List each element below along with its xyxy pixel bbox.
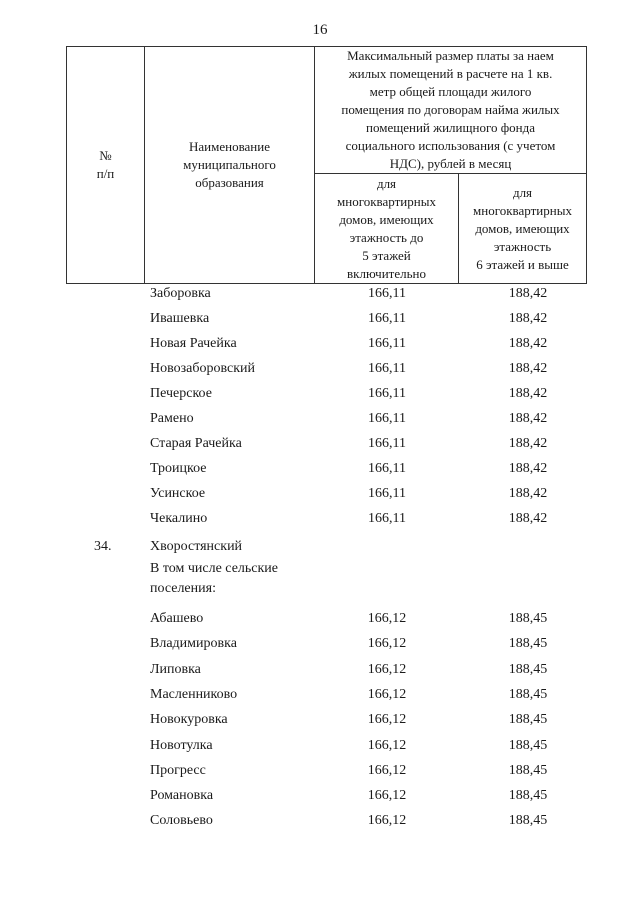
rate-6-floors-and-above: 188,42 — [508, 511, 548, 526]
table-row — [0, 434, 640, 454]
table-row — [0, 685, 640, 705]
rate-6-floors-and-above: 188,42 — [508, 461, 548, 476]
rate-6-floors-and-above: 188,42 — [508, 336, 548, 351]
table-row — [0, 359, 640, 379]
settlement-name: Ивашевка — [150, 311, 210, 326]
district-number: 34. — [94, 539, 112, 554]
rate-6-floors-and-above: 188,42 — [508, 386, 548, 401]
rate-6-floors-and-above: 188,45 — [508, 686, 548, 702]
rate-6-floors-and-above: 188,42 — [508, 411, 548, 426]
rate-up-to-5-floors: 166,11 — [368, 511, 406, 526]
rate-up-to-5-floors: 166,12 — [367, 762, 407, 778]
page-number: 16 — [312, 22, 328, 38]
rate-6-floors-and-above: 188,45 — [508, 712, 548, 728]
settlement-name: Заборовка — [150, 286, 211, 301]
rate-up-to-5-floors: 166,11 — [368, 386, 406, 401]
rate-6-floors-and-above: 188,42 — [508, 286, 548, 301]
rate-up-to-5-floors: 166,11 — [368, 336, 406, 351]
rate-6-floors-and-above: 188,45 — [508, 813, 548, 829]
rate-up-to-5-floors: 166,12 — [367, 611, 407, 626]
header-municipality: Наименование муниципального образования — [145, 47, 315, 284]
rate-6-floors-and-above: 188,45 — [508, 661, 548, 677]
rate-6-floors-and-above: 188,45 — [508, 636, 548, 652]
table-row — [0, 509, 640, 529]
rate-up-to-5-floors: 166,12 — [367, 636, 407, 652]
settlement-name: Рамено — [150, 411, 194, 426]
rate-6-floors-and-above: 188,42 — [508, 311, 548, 326]
settlement-name: Новозаборовский — [150, 361, 256, 376]
settlement-name: Прогресс — [150, 762, 206, 778]
rate-up-to-5-floors: 166,11 — [368, 311, 406, 326]
rate-up-to-5-floors: 166,12 — [367, 737, 407, 753]
rate-up-to-5-floors: 166,11 — [368, 286, 406, 301]
settlement-name: Масленниково — [150, 686, 238, 702]
header-number: № п/п — [67, 47, 145, 284]
rate-up-to-5-floors: 166,12 — [367, 686, 407, 702]
settlement-name: Старая Рачейка — [150, 436, 242, 451]
district-row — [0, 537, 640, 557]
table-row — [0, 384, 640, 404]
district-name: Хворостянский — [150, 539, 243, 554]
rate-up-to-5-floors: 166,11 — [368, 361, 406, 376]
rate-up-to-5-floors: 166,11 — [368, 436, 406, 451]
rate-up-to-5-floors: 166,12 — [367, 712, 407, 728]
settlement-name: Абашево — [150, 611, 204, 626]
rate-up-to-5-floors: 166,11 — [368, 461, 406, 476]
rate-up-to-5-floors: 166,12 — [367, 661, 407, 677]
rate-up-to-5-floors: 166,12 — [367, 788, 407, 804]
settlement-name: Печерское — [150, 386, 212, 401]
table-row — [0, 309, 640, 329]
rate-6-floors-and-above: 188,45 — [508, 762, 548, 778]
table-row — [0, 786, 640, 806]
table-row — [0, 334, 640, 354]
table-row — [0, 634, 640, 654]
settlement-name: Владимировка — [150, 636, 237, 652]
rate-6-floors-and-above: 188,45 — [508, 788, 548, 804]
header-up-to-5-floors: для многоквартирных домов, имеющих этажность до 5 этажей включительно — [315, 174, 459, 284]
rate-up-to-5-floors: 166,12 — [367, 813, 407, 829]
rate-6-floors-and-above: 188,45 — [508, 737, 548, 753]
table-header — [66, 46, 587, 284]
settlement-name: Новая Рачейка — [150, 336, 237, 351]
header-max-payment: Максимальный размер платы за наем жилых помещений в расчете на 1 кв. метр общей площади жилого помещения по договорам найма жилых помещений жилищного фонда социального использования (с учетом НДС), рублей в месяц — [315, 47, 587, 174]
rate-6-floors-and-above: 188,42 — [508, 436, 548, 451]
settlement-name: Липовка — [150, 661, 201, 677]
settlement-name: Соловьево — [150, 813, 213, 829]
table-row — [0, 736, 640, 756]
settlement-name: Новотулка — [150, 737, 213, 753]
rate-6-floors-and-above: 188,42 — [508, 361, 548, 376]
table-row — [0, 811, 640, 831]
table-row — [0, 710, 640, 730]
table-row — [0, 660, 640, 680]
table-row — [0, 459, 640, 479]
rate-up-to-5-floors: 166,11 — [368, 411, 406, 426]
district-subtitle: В том числе сельские поселения: — [150, 561, 279, 596]
table-row — [0, 409, 640, 429]
settlement-name: Новокуровка — [150, 712, 228, 728]
rate-6-floors-and-above: 188,45 — [508, 611, 548, 626]
table-row — [0, 761, 640, 781]
table-row — [0, 284, 640, 304]
settlement-name: Троицкое — [150, 461, 207, 476]
table-row — [0, 609, 640, 629]
header-6-floors-and-above: для многоквартирных домов, имеющих этажность 6 этажей и выше — [459, 174, 587, 284]
settlement-name: Чекалино — [150, 511, 208, 526]
rate-6-floors-and-above: 188,42 — [508, 486, 548, 501]
rate-up-to-5-floors: 166,11 — [368, 486, 406, 501]
settlement-name: Усинское — [150, 486, 206, 501]
table-row — [0, 484, 640, 504]
settlement-name: Романовка — [150, 788, 214, 804]
